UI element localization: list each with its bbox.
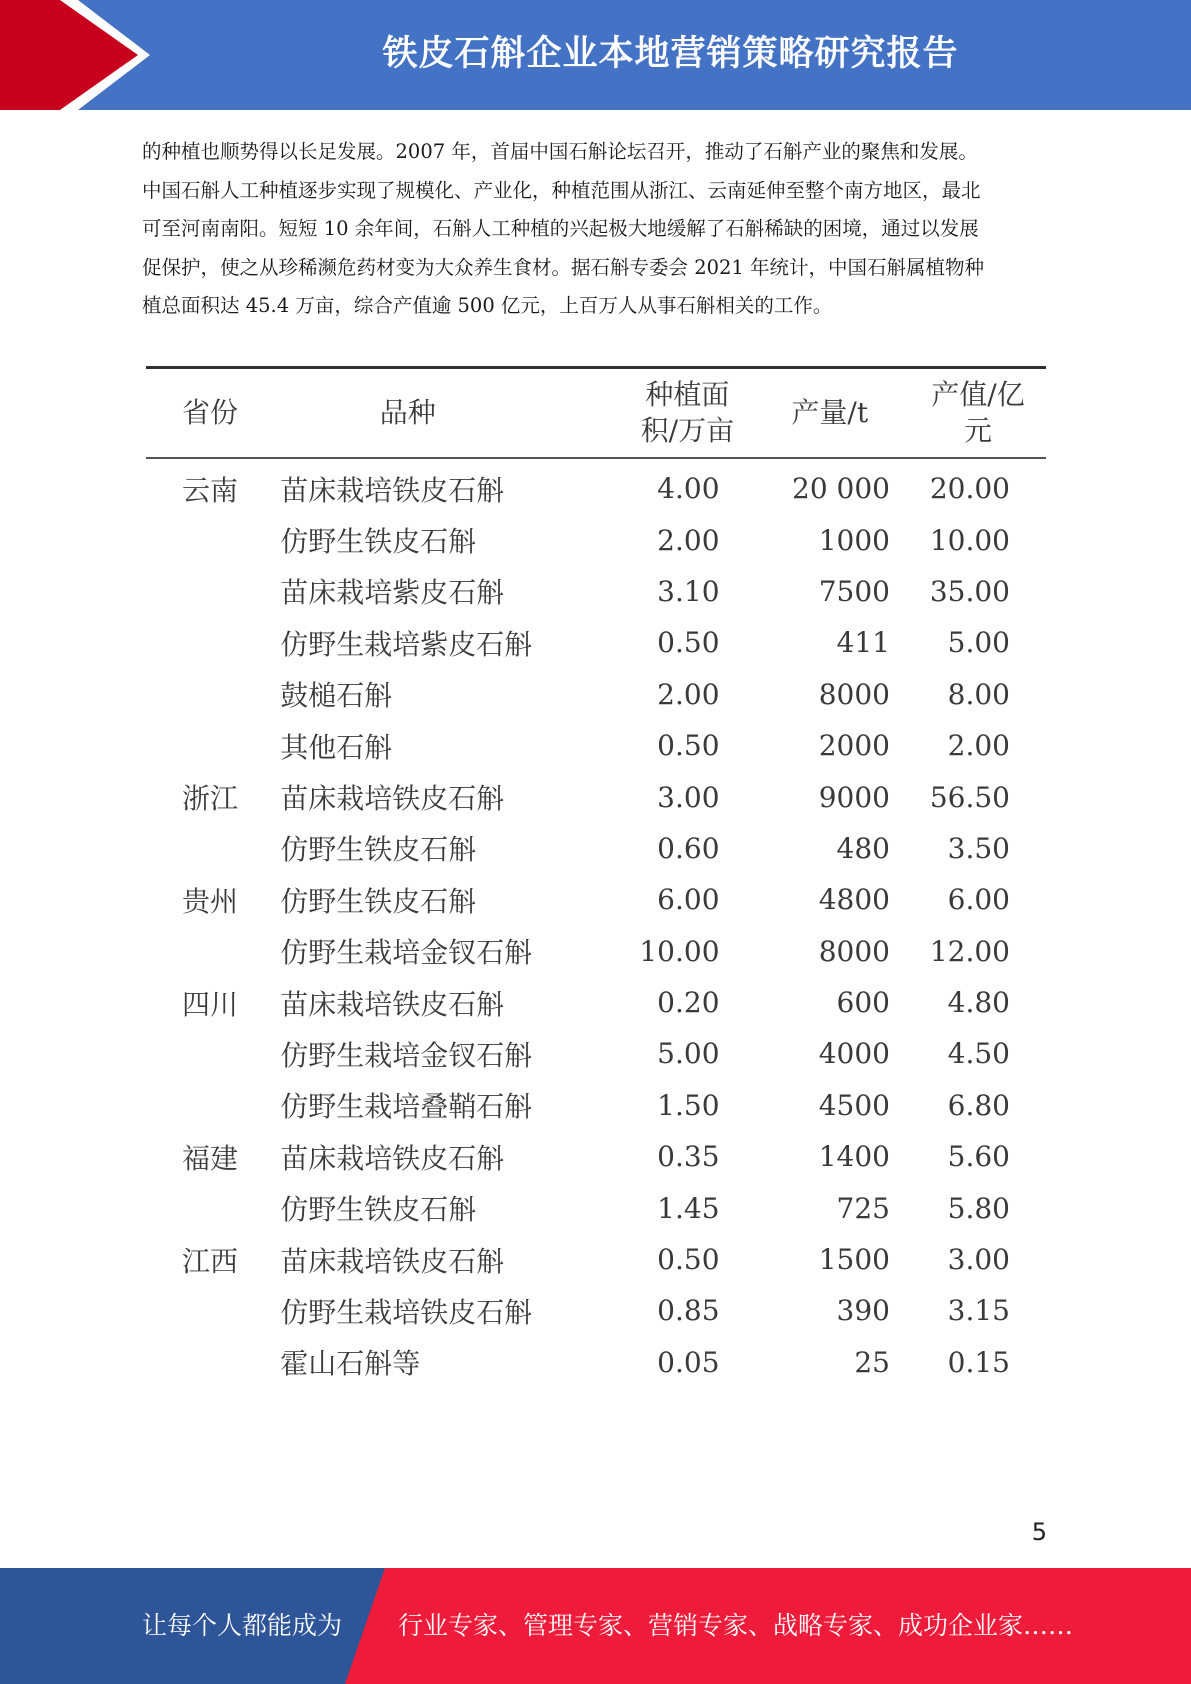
dendrobium-planting-table (146, 366, 1046, 1388)
cell-province (146, 617, 280, 668)
intro-line: 可至河南南阳。短短 10 余年间，石斛人工种植的兴起极大地缓解了石斛稀缺的困境，通过以发展 (142, 217, 979, 240)
header-area-line1: 种植面 (645, 378, 730, 411)
cell-value: 20.00 (929, 472, 1010, 506)
cell-province (146, 1080, 280, 1131)
cell-area: 0.50 (657, 729, 720, 763)
cell-value: 8.00 (947, 677, 1010, 711)
cell-output: 725 (836, 1191, 890, 1225)
cell-output: 480 (836, 831, 890, 865)
cell-variety: 仿野生栽培紫皮石斛 (280, 627, 533, 661)
cell-value: 5.60 (947, 1140, 1010, 1174)
cell-variety: 苗床栽培紫皮石斛 (280, 576, 505, 610)
cell-area: 4.00 (657, 472, 720, 506)
cell-province (146, 514, 280, 565)
intro-line: 中国石斛人工种植逐步实现了规模化、产业化，种植范围从浙江、云南延伸至整个南方地区，最北 (142, 178, 981, 202)
table-row (146, 669, 1046, 720)
cell-variety: 霍山石斛等 (280, 1347, 421, 1381)
cell-area: 0.35 (657, 1140, 720, 1174)
cell-variety: 鼓槌石斛 (280, 679, 393, 713)
table-header-row (146, 368, 1046, 459)
cell-province: 四川 (182, 987, 239, 1021)
cell-province: 福建 (182, 1141, 239, 1175)
header-area-line2: 积/万亩 (640, 414, 735, 447)
table-row (146, 823, 1046, 874)
cell-variety: 苗床栽培铁皮石斛 (280, 473, 505, 507)
footer-slogan-right: 行业专家、管理专家、营销专家、战略专家、成功企业家…… (398, 1611, 1074, 1640)
table-body (146, 458, 1046, 1388)
cell-area: 1.50 (657, 1088, 720, 1122)
cell-value: 3.50 (947, 831, 1010, 865)
cell-area: 0.20 (657, 986, 720, 1020)
table-row (146, 874, 1046, 925)
cell-variety: 仿野生铁皮石斛 (280, 1193, 477, 1227)
cell-output: 600 (836, 986, 890, 1020)
header-province: 省份 (146, 368, 280, 459)
cell-value: 6.00 (947, 883, 1010, 917)
cell-area: 3.10 (657, 574, 720, 608)
table-row (146, 458, 1046, 514)
cell-area: 5.00 (657, 1037, 720, 1071)
cell-variety: 苗床栽培铁皮石斛 (280, 1141, 505, 1175)
cell-output: 1400 (818, 1140, 890, 1174)
cell-province (146, 566, 280, 617)
cell-variety: 苗床栽培铁皮石斛 (280, 1244, 505, 1278)
cell-variety: 苗床栽培铁皮石斛 (280, 987, 505, 1021)
cell-area: 1.45 (657, 1191, 720, 1225)
cell-area: 0.05 (657, 1345, 720, 1379)
cell-area: 0.50 (657, 1243, 720, 1277)
cell-output: 4800 (818, 883, 890, 917)
cell-province (146, 1285, 280, 1336)
cell-province: 贵州 (182, 884, 239, 918)
cell-output: 25 (854, 1345, 890, 1379)
cell-province: 云南 (182, 473, 239, 507)
footer-slogan-left: 让每个人都能成为 (142, 1611, 343, 1640)
table-row (146, 771, 1046, 822)
cell-variety: 其他石斛 (280, 730, 393, 764)
cell-province (146, 823, 280, 874)
header-red-arrow-graphic (0, 0, 160, 110)
table-row (146, 926, 1046, 977)
cell-value: 4.50 (947, 1037, 1010, 1071)
cell-province: 江西 (182, 1244, 239, 1278)
table-row (146, 1285, 1046, 1336)
cell-variety: 仿野生栽培金钗石斛 (280, 1038, 533, 1072)
cell-output: 1000 (818, 523, 890, 557)
cell-area: 0.85 (657, 1294, 720, 1328)
cell-value: 12.00 (929, 934, 1010, 968)
table-row (146, 1028, 1046, 1079)
table-row (146, 1337, 1046, 1388)
header-variety: 品种 (280, 368, 605, 459)
cell-area: 3.00 (657, 780, 720, 814)
cell-area: 0.60 (657, 831, 720, 865)
cell-value: 4.80 (947, 986, 1010, 1020)
table-row (146, 720, 1046, 771)
cell-variety: 仿野生铁皮石斛 (280, 884, 477, 918)
intro-line: 的种植也顺势得以长足发展。2007 年，首届中国石斛论坛召开，推动了石斛产业的聚焦和发展。 (142, 140, 978, 163)
cell-value: 10.00 (929, 523, 1010, 557)
header-value-line1: 产值/亿 (931, 378, 1025, 411)
cell-area: 10.00 (639, 934, 720, 968)
cell-province (146, 926, 280, 977)
cell-value: 3.15 (947, 1294, 1010, 1328)
cell-value: 3.00 (947, 1243, 1010, 1277)
cell-area: 2.00 (657, 523, 720, 557)
header-area (605, 368, 739, 459)
cell-variety: 仿野生铁皮石斛 (280, 833, 477, 867)
cell-province: 浙江 (182, 782, 239, 816)
intro-paragraph (142, 133, 1052, 326)
cell-province (146, 669, 280, 720)
intro-line: 促保护，使之从珍稀濒危药材变为大众养生食材。据石斛专委会 2021 年统计，中国石斛属植物种 (142, 255, 985, 279)
page-header (0, 0, 1191, 110)
cell-output: 9000 (818, 780, 890, 814)
table-row (146, 566, 1046, 617)
cell-output: 8000 (818, 934, 890, 968)
cell-area: 0.50 (657, 626, 720, 660)
header-output: 产量/t (740, 368, 890, 459)
cell-variety: 仿野生栽培铁皮石斛 (280, 1295, 533, 1329)
cell-variety: 苗床栽培铁皮石斛 (280, 782, 505, 816)
cell-area: 6.00 (657, 883, 720, 917)
header-value (890, 368, 1046, 459)
cell-output: 390 (836, 1294, 890, 1328)
cell-province (146, 1182, 280, 1233)
page-number: 5 (1031, 1518, 1047, 1546)
intro-line: 植总面积达 45.4 万亩，综合产值逾 500 亿元，上百万人从事石斛相关的工作。 (142, 294, 833, 317)
report-title: 铁皮石斛企业本地营销策略研究报告 (382, 34, 959, 74)
table-row (146, 1131, 1046, 1182)
table-row (146, 1234, 1046, 1285)
cell-variety: 仿野生铁皮石斛 (280, 525, 477, 559)
cell-province (146, 720, 280, 771)
cell-value: 0.15 (947, 1345, 1010, 1379)
cell-output: 7500 (818, 574, 890, 608)
cell-value: 6.80 (947, 1088, 1010, 1122)
cell-output: 4000 (818, 1037, 890, 1071)
header-value-line2: 元 (963, 414, 992, 447)
cell-value: 5.00 (947, 626, 1010, 660)
cell-output: 20 000 (792, 472, 890, 506)
cell-output: 8000 (818, 677, 890, 711)
cell-value: 56.50 (929, 780, 1010, 814)
cell-output: 411 (836, 626, 890, 660)
cell-value: 2.00 (947, 729, 1010, 763)
page-footer (0, 1568, 1191, 1684)
table-row (146, 977, 1046, 1028)
cell-variety: 仿野生栽培金钗石斛 (280, 936, 533, 970)
cell-province (146, 1028, 280, 1079)
table-row (146, 1080, 1046, 1131)
cell-area: 2.00 (657, 677, 720, 711)
cell-variety: 仿野生栽培叠鞘石斛 (280, 1090, 533, 1124)
table-row (146, 617, 1046, 668)
cell-province (146, 1337, 280, 1388)
cell-value: 35.00 (929, 574, 1010, 608)
table-row (146, 1182, 1046, 1233)
cell-output: 2000 (818, 729, 890, 763)
cell-value: 5.80 (947, 1191, 1010, 1225)
table-row (146, 514, 1046, 565)
cell-output: 1500 (818, 1243, 890, 1277)
cell-output: 4500 (818, 1088, 890, 1122)
